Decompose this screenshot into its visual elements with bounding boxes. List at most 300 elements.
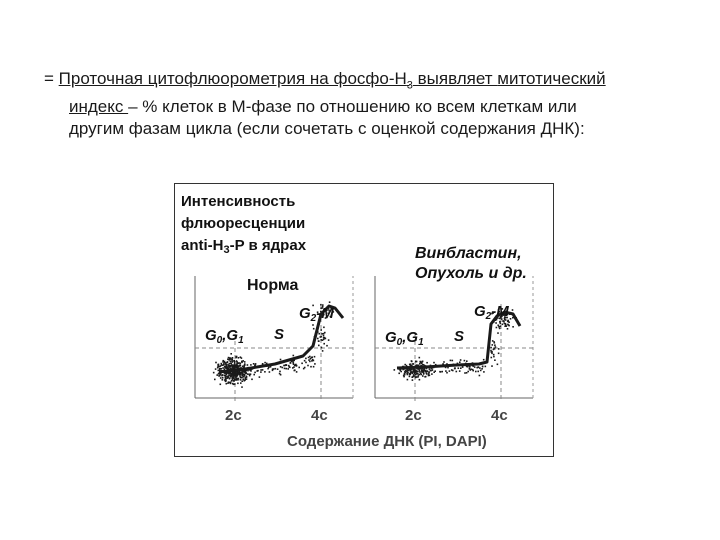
scatter-dot <box>409 373 411 375</box>
right-g2m-label: $G_2-M$ <box>474 303 509 322</box>
scatter-dot <box>231 373 233 375</box>
scatter-dot <box>314 356 316 358</box>
scatter-dot <box>421 371 423 373</box>
scatter-dot <box>446 372 448 374</box>
scatter-dot <box>329 301 331 303</box>
scatter-dot <box>292 367 294 369</box>
scatter-dot <box>411 373 413 375</box>
scatter-dot <box>229 363 231 365</box>
scatter-dot <box>420 374 422 376</box>
scatter-dot <box>510 318 512 320</box>
method-subscript: 3 <box>406 79 413 92</box>
scatter-dot <box>424 376 426 378</box>
scatter-dot <box>238 357 240 359</box>
scatter-dot <box>325 338 327 340</box>
scatter-dot <box>508 321 510 323</box>
scatter-dot <box>431 373 433 375</box>
scatter-dot <box>244 377 246 379</box>
scatter-dot <box>427 370 429 372</box>
scatter-dot <box>237 362 239 364</box>
scatter-dot <box>506 325 508 327</box>
scatter-dot <box>255 363 257 365</box>
scatter-dot <box>426 373 428 375</box>
ylabel-line-3: anti-$H_3-P$ в ядрах <box>181 237 307 256</box>
scatter-dot <box>494 348 496 350</box>
scatter-dot <box>310 366 312 368</box>
figure-svg <box>175 184 553 456</box>
scatter-dot <box>231 380 233 382</box>
scatter-dot <box>492 344 494 346</box>
scatter-dot <box>439 371 441 373</box>
scatter-dot <box>226 383 228 385</box>
scatter-dot <box>239 365 241 367</box>
scatter-dot <box>245 372 247 374</box>
scatter-dot <box>318 345 320 347</box>
scatter-dot <box>321 347 323 349</box>
scatter-dot <box>414 373 416 375</box>
scatter-dot <box>262 369 264 371</box>
scatter-dot <box>502 324 504 326</box>
scatter-dot <box>322 339 324 341</box>
scatter-dot <box>452 360 454 362</box>
scatter-dot <box>241 386 243 388</box>
scatter-dot <box>293 355 295 357</box>
scatter-dot <box>314 363 316 365</box>
scatter-dot <box>512 309 514 311</box>
scatter-dot <box>233 360 235 362</box>
scatter-dot <box>318 333 320 335</box>
scatter-dot <box>225 366 227 368</box>
scatter-dot <box>289 367 291 369</box>
left-tick-4c: 4c <box>311 407 328 424</box>
method-text: Проточная цитофлюорометрия на фосфо-Н <box>58 69 407 88</box>
scatter-dot <box>282 367 284 369</box>
scatter-dot <box>323 327 325 329</box>
scatter-dot <box>259 376 261 378</box>
text-line-3 <box>44 118 684 140</box>
scatter-dot <box>467 366 469 368</box>
scatter-dot <box>512 326 514 328</box>
scatter-dot <box>419 363 421 365</box>
scatter-dot <box>219 368 221 370</box>
scatter-dot <box>237 365 239 367</box>
scatter-dot <box>469 366 471 368</box>
scatter-dot <box>323 337 325 339</box>
scatter-dot <box>310 358 312 360</box>
scatter-dot <box>419 379 421 381</box>
scatter-dot <box>311 360 313 362</box>
scatter-dot <box>426 362 428 364</box>
scatter-dot <box>244 374 246 376</box>
scatter-dot <box>213 372 215 374</box>
scatter-dot <box>257 370 259 372</box>
scatter-dot <box>470 368 472 370</box>
scatter-dot <box>411 376 413 378</box>
panel-left-title: Норма <box>247 277 299 294</box>
panel-right-title-1: Винбластин, <box>415 245 522 262</box>
scatter-dot <box>305 362 307 364</box>
scatter-dot <box>409 364 411 366</box>
x-axis-label: Содержание ДНК (PI, DAPI) <box>287 433 487 450</box>
scatter-dot <box>254 372 256 374</box>
scatter-dot <box>412 363 414 365</box>
scatter-dot <box>466 372 468 374</box>
scatter-dot <box>250 364 252 366</box>
scatter-dot <box>287 368 289 370</box>
scatter-dot <box>434 370 436 372</box>
scatter-dot <box>467 371 469 373</box>
scatter-dot <box>460 359 462 361</box>
definition-text-cont: другим фазам цикла (если сочетать с оценкой содержания ДНК): <box>69 119 585 139</box>
right-s-label: S <box>454 328 465 345</box>
scatter-dot <box>499 328 501 330</box>
scatter-dot <box>428 375 430 377</box>
scatter-dot <box>499 321 501 323</box>
scatter-dot <box>222 360 224 362</box>
scatter-dot <box>284 365 286 367</box>
left-s-label: S <box>274 326 285 343</box>
scatter-dot <box>422 375 424 377</box>
scatter-dot <box>217 364 219 366</box>
scatter-dot <box>280 366 282 368</box>
scatter-dot <box>475 371 477 373</box>
scatter-dot <box>228 381 230 383</box>
scatter-dot <box>323 335 325 337</box>
scatter-dot <box>230 358 232 360</box>
scatter-dot <box>481 368 483 370</box>
scatter-dot <box>293 363 295 365</box>
scatter-dot <box>483 371 485 373</box>
index-term: индекс <box>69 97 129 117</box>
scatter-dot <box>228 365 230 367</box>
bullet-marker: = <box>44 69 59 88</box>
scatter-dot <box>243 365 245 367</box>
left-tick-2c: 2c <box>225 407 242 424</box>
panel-right-title-2: Опухоль и др. <box>415 265 527 282</box>
ylabel-line-1: Интенсивность <box>181 193 296 210</box>
scatter-dot <box>225 377 227 379</box>
scatter-dot <box>285 368 287 370</box>
scatter-dot <box>304 367 306 369</box>
panel-normal <box>195 276 353 424</box>
scatter-dot <box>229 378 231 380</box>
scatter-dot <box>490 347 492 349</box>
scatter-dot <box>233 384 235 386</box>
scatter-dot <box>469 368 471 370</box>
scatter-dot <box>423 372 425 374</box>
left-g0g1-label: $G_0,G_1$ <box>205 327 244 346</box>
scatter-dot <box>284 368 286 370</box>
scatter-dot <box>244 361 246 363</box>
scatter-dot <box>456 371 458 373</box>
scatter-dot <box>494 342 496 344</box>
scatter-dot <box>240 374 242 376</box>
scatter-dot <box>296 371 298 373</box>
scatter-dot <box>275 368 277 370</box>
scatter-dot <box>232 357 234 359</box>
scatter-dot <box>466 360 468 362</box>
scatter-dot <box>309 361 311 363</box>
scatter-dot <box>235 357 237 359</box>
scatter-dot <box>495 322 497 324</box>
scatter-dot <box>449 370 451 372</box>
scatter-dot <box>225 380 227 382</box>
scatter-dot <box>394 369 396 371</box>
scatter-dot <box>228 376 230 378</box>
scatter-dot <box>307 365 309 367</box>
scatter-dot <box>495 346 497 348</box>
scatter-dot <box>412 371 414 373</box>
scatter-dot <box>240 379 242 381</box>
scatter-dot <box>253 363 255 365</box>
scatter-dot <box>246 376 248 378</box>
scatter-dot <box>241 362 243 364</box>
ylabel-line-2: флюоресценции <box>181 215 306 232</box>
scatter-dot <box>404 374 406 376</box>
scatter-dot <box>321 333 323 335</box>
scatter-dot <box>221 363 223 365</box>
scatter-dot <box>423 370 425 372</box>
right-g0g1-label: $G_0,G_1$ <box>385 329 424 348</box>
scatter-dot <box>494 344 496 346</box>
scatter-dot <box>234 373 236 375</box>
scatter-dot <box>459 370 461 372</box>
scatter-dot <box>417 371 419 373</box>
method-phrase <box>58 69 606 92</box>
right-tick-4c: 4c <box>491 407 508 424</box>
scatter-dot <box>494 359 496 361</box>
scatter-dot <box>305 358 307 360</box>
scatter-dot <box>225 364 227 366</box>
scatter-dot <box>460 367 462 369</box>
scatter-dot <box>243 380 245 382</box>
scatter-dot <box>428 373 430 375</box>
scatter-dot <box>413 375 415 377</box>
scatter-dot <box>507 321 509 323</box>
scatter-dot <box>296 365 298 367</box>
scatter-dot <box>312 324 314 326</box>
scatter-dot <box>294 369 296 371</box>
scatter-dot <box>313 360 315 362</box>
scatter-dot <box>260 369 262 371</box>
scatter-dot <box>507 328 509 330</box>
scatter-dot <box>241 380 243 382</box>
scatter-dot <box>215 368 217 370</box>
scatter-dot <box>295 364 297 366</box>
scatter-dot <box>407 379 409 381</box>
scatter-dot <box>298 367 300 369</box>
scatter-dot <box>240 356 242 358</box>
scatter-dot <box>220 377 222 379</box>
scatter-dot <box>326 345 328 347</box>
scatter-dot <box>416 371 418 373</box>
scatter-dot <box>233 365 235 367</box>
scatter-dot <box>269 371 271 373</box>
scatter-dot <box>227 367 229 369</box>
scatter-dot <box>230 360 232 362</box>
scatter-dot <box>493 354 495 356</box>
scatter-dot <box>227 361 229 363</box>
scatter-dot <box>503 321 505 323</box>
scatter-dot <box>272 370 274 372</box>
scatter-dot <box>497 325 499 327</box>
scatter-dot <box>425 371 427 373</box>
scatter-dot <box>313 366 315 368</box>
scatter-dot <box>242 360 244 362</box>
scatter-dot <box>432 369 434 371</box>
scatter-dot <box>247 364 249 366</box>
scatter-dot <box>493 356 495 358</box>
scatter-dot <box>253 374 255 376</box>
scatter-dot <box>464 372 466 374</box>
scatter-dot <box>498 348 500 350</box>
scatter-dot <box>428 371 430 373</box>
scatter-dot <box>400 371 402 373</box>
scatter-dot <box>238 378 240 380</box>
scatter-dot <box>498 353 500 355</box>
scatter-dot <box>328 339 330 341</box>
scatter-dot <box>233 378 235 380</box>
scatter-dot <box>505 323 507 325</box>
scatter-dot <box>313 328 315 330</box>
scatter-dot <box>221 368 223 370</box>
scatter-dot <box>415 377 417 379</box>
scatter-dot <box>230 375 232 377</box>
scatter-dot <box>476 367 478 369</box>
scatter-dot <box>237 383 239 385</box>
scatter-dot <box>241 372 243 374</box>
scatter-dot <box>222 364 224 366</box>
scatter-dot <box>219 374 221 376</box>
scatter-dot <box>234 362 236 364</box>
scatter-dot <box>430 370 432 372</box>
scatter-dot <box>220 384 222 386</box>
scatter-dot <box>260 371 262 373</box>
scatter-dot <box>419 370 421 372</box>
scatter-dot <box>491 365 493 367</box>
scatter-dot <box>421 363 423 365</box>
scatter-dot <box>412 379 414 381</box>
scatter-dot <box>311 357 313 359</box>
scatter-dot <box>219 366 221 368</box>
scatter-dot <box>508 325 510 327</box>
scatter-dot <box>491 357 493 359</box>
scatter-dot <box>317 338 319 340</box>
scatter-dot <box>454 368 456 370</box>
scatter-dot <box>320 329 322 331</box>
scatter-dot <box>231 360 233 362</box>
scatter-dot <box>249 375 251 377</box>
scatter-dot <box>480 370 482 372</box>
scatter-dot <box>225 362 227 364</box>
description-text <box>44 68 684 140</box>
scatter-dot <box>290 362 292 364</box>
scatter-dot <box>304 360 306 362</box>
scatter-dot <box>498 326 500 328</box>
scatter-dot <box>301 363 303 365</box>
scatter-dot <box>491 351 493 353</box>
scatter-dot <box>411 361 413 363</box>
scatter-dot <box>419 357 421 359</box>
scatter-dot <box>464 360 466 362</box>
scatter-dot <box>277 368 279 370</box>
scatter-dot <box>240 382 242 384</box>
scatter-dot <box>318 340 320 342</box>
scatter-dot <box>215 362 217 364</box>
scatter-dot <box>410 371 412 373</box>
scatter-dot <box>404 372 406 374</box>
scatter-dot <box>324 332 326 334</box>
scatter-dot <box>445 370 447 372</box>
scatter-dot <box>443 361 445 363</box>
scatter-dot <box>216 374 218 376</box>
right-tick-2c: 2c <box>405 407 422 424</box>
scatter-dot <box>264 362 266 364</box>
scatter-dot <box>409 376 411 378</box>
scatter-dot <box>485 366 487 368</box>
scatter-dot <box>497 332 499 334</box>
scatter-dot <box>222 379 224 381</box>
panel-vinblastine <box>375 245 533 424</box>
method-verb: выявляет <box>412 69 498 88</box>
scatter-dot <box>497 364 499 366</box>
scatter-dot <box>230 383 232 385</box>
scatter-dot <box>233 376 235 378</box>
scatter-dot <box>264 371 266 373</box>
scatter-dot <box>231 363 233 365</box>
scatter-dot <box>398 373 400 375</box>
scatter-dot <box>416 373 418 375</box>
scatter-dot <box>267 368 269 370</box>
scatter-dot <box>280 359 282 361</box>
scatter-dot <box>458 367 460 369</box>
scatter-dot <box>320 336 322 338</box>
scatter-dot <box>222 367 224 369</box>
scatter-dot <box>441 371 443 373</box>
scatter-dot <box>233 380 235 382</box>
scatter-dot <box>239 373 241 375</box>
scatter-dot <box>450 360 452 362</box>
scatter-dot <box>231 364 233 366</box>
text-line-1 <box>44 68 684 96</box>
scatter-dot <box>242 366 244 368</box>
scatter-dot <box>242 374 244 376</box>
scatter-dot <box>236 375 238 377</box>
scatter-dot <box>230 353 232 355</box>
scatter-dot <box>479 375 481 377</box>
scatter-dot <box>433 362 435 364</box>
scatter-dot <box>492 340 494 342</box>
scatter-dot <box>218 370 220 372</box>
scatter-dot <box>242 376 244 378</box>
scatter-dot <box>288 365 290 367</box>
scatter-dot <box>217 367 219 369</box>
scatter-dot <box>322 350 324 352</box>
scatter-dot <box>462 366 464 368</box>
scatter-dot <box>422 370 424 372</box>
scatter-dot <box>483 359 485 361</box>
text-line-2 <box>44 96 684 118</box>
scatter-dot <box>472 370 474 372</box>
scatter-dot <box>279 373 281 375</box>
scatter-dot <box>418 374 420 376</box>
scatter-dot <box>308 357 310 359</box>
scatter-dot <box>418 375 420 377</box>
scatter-dot <box>235 379 237 381</box>
scatter-dot <box>500 323 502 325</box>
scatter-dot <box>459 361 461 363</box>
scatter-dot <box>312 305 314 307</box>
